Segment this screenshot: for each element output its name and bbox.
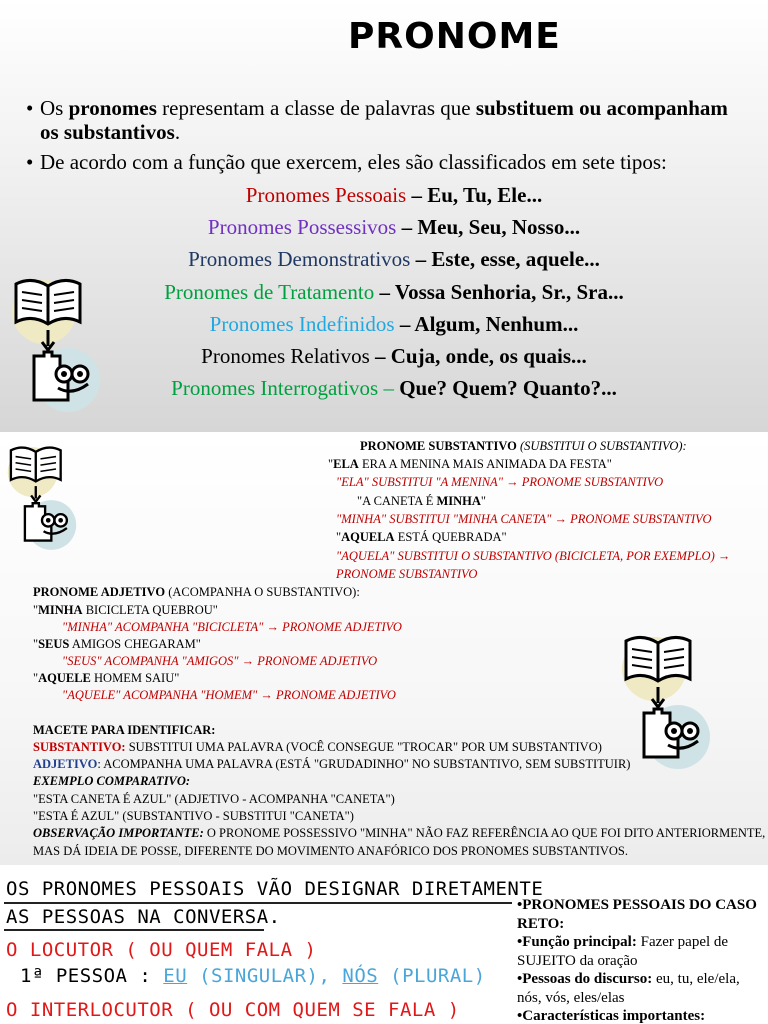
funcao-principal: •Função principal: Fazer papel de SUJEITO da oração — [517, 934, 729, 969]
adjetivo-example-3: "AQUELE HOMEM SAIU" — [33, 671, 180, 685]
exemplo-heading: EXEMPLO COMPARATIVO: — [33, 774, 191, 788]
observacao-line-1: OBSERVAÇÃO IMPORTANTE: O PRONOME POSSESSIVO "MINHA" NÃO FAZ REFERÊNCIA AO QUE FOI DITO ANTERIORMENTE, — [33, 826, 766, 840]
caracteristicas: •Características importantes: — [517, 1008, 706, 1024]
type-row-possessivos: Pronomes Possessivos – Meu, Seu, Nosso... — [207, 215, 581, 240]
adjetivo-note-3: "AQUELE" ACOMPANHA "HOMEM" → PRONOME ADJETIVO — [62, 688, 396, 702]
book-to-person-icon — [618, 629, 714, 773]
slide-title: PRONOME — [348, 16, 561, 57]
exemplo-line-2: "ESTA É AZUL" (SUBSTANTIVO - SUBSTITUI "CANETA") — [33, 809, 354, 823]
caso-reto-heading: •PRONOMES PESSOAIS DO CASO RETO: — [517, 897, 757, 932]
bullet-classification: • De acordo com a função que exercem, eles são classificados em sete tipos: — [26, 150, 667, 174]
caso-reto-summary — [517, 896, 767, 1024]
substantivo-note-1: "ELA" SUBSTITUI "A MENINA" → PRONOME SUBSTANTIVO — [336, 475, 664, 489]
macete-substantivo: SUBSTANTIVO: SUBSTITUI UMA PALAVRA (VOCÊ CONSEGUE "TROCAR" POR UM SUBSTANTIVO) — [33, 740, 602, 754]
slide-pronome-types — [0, 0, 768, 432]
adjetivo-heading: PRONOME ADJETIVO (ACOMPANHA O SUBSTANTIVO): — [33, 585, 360, 599]
book-to-person-icon — [4, 441, 80, 553]
type-row-relativos: Pronomes Relativos – Cuja, onde, os quais... — [201, 343, 587, 368]
bullet-dot: • — [26, 96, 34, 120]
adjetivo-example-2: "SEUS AMIGOS CHEGARAM" — [33, 637, 201, 651]
macete-adjetivo: ADJETIVO: ACOMPANHA UMA PALAVRA (ESTÁ "GRUDADINHO" NO SUBSTANTIVO, SEM SUBSTITUIR) — [33, 757, 631, 771]
substantivo-heading: PRONOME SUBSTANTIVO (SUBSTITUI O SUBSTANTIVO): — [360, 439, 687, 453]
type-row-interrogativos: Pronomes Interrogativos – Que? Quem? Quanto?... — [171, 376, 617, 401]
exemplo-line-1: "ESTA CANETA É AZUL" (ADJETIVO - ACOMPANHA "CANETA") — [33, 792, 395, 806]
substantivo-example-2: "A CANETA É MINHA" — [357, 494, 487, 508]
observacao-line-2: MAS DÁ IDEIA DE POSSE, DIFERENTE DO MOVIMENTO ANAFÓRICO DOS PRONOMES SUBSTANTIVOS. — [33, 844, 629, 858]
substantivo-note-3b: PRONOME SUBSTANTIVO — [336, 567, 478, 581]
pronoun-types-list — [0, 180, 768, 405]
handwritten-line-2: AS PESSOAS NA CONVERSA. — [6, 906, 281, 928]
pessoas-discurso: •Pessoas do discurso: eu, tu, ele/ela, nós, vós, eles/elas — [517, 971, 740, 1006]
underline-1 — [4, 902, 512, 904]
type-row-indefinidos: Pronomes Indefinidos – Algum, Nenhum... — [209, 311, 579, 336]
handwritten-line-1: OS PRONOMES PESSOAIS VÃO DESIGNAR DIRETAMENTE — [6, 878, 544, 900]
handwritten-line-3: O LOCUTOR ( OU QUEM FALA ) — [6, 939, 317, 961]
macete-heading: MACETE PARA IDENTIFICAR: — [33, 723, 216, 737]
book-to-person-icon — [8, 272, 104, 416]
type-row-tratamento: Pronomes de Tratamento – Vossa Senhoria, Sr., Sra... — [164, 279, 624, 304]
type-row-pessoais: Pronomes Pessoais – Eu, Tu, Ele... — [245, 183, 543, 207]
adjetivo-note-2: "SEUS" ACOMPANHA "AMIGOS" → PRONOME ADJETIVO — [62, 654, 378, 668]
slide-substantivo-adjetivo — [0, 433, 768, 865]
underline-2 — [4, 929, 264, 931]
bullet-dot: • — [26, 150, 34, 174]
substantivo-example-3: "AQUELA ESTÁ QUEBRADA" — [336, 530, 507, 544]
substantivo-note-2: "MINHA" SUBSTITUI "MINHA CANETA" → PRONOME SUBSTANTIVO — [336, 512, 712, 526]
substantivo-example-1: "ELA ERA A MENINA MAIS ANIMADA DA FESTA" — [328, 457, 612, 471]
handwritten-line-5: O INTERLOCUTOR ( OU COM QUEM SE FALA ) — [6, 999, 460, 1021]
slide-pronomes-pessoais — [0, 866, 768, 1024]
adjetivo-note-1: "MINHA" ACOMPANHA "BICICLETA" → PRONOME ADJETIVO — [62, 620, 402, 634]
type-row-demonstrativos: Pronomes Demonstrativos – Este, esse, aquele... — [188, 247, 600, 272]
handwritten-line-4: 1ª PESSOA : EU (SINGULAR), NÓS (PLURAL) — [20, 965, 486, 987]
substantivo-note-3: "AQUELA" SUBSTITUI O SUBSTANTIVO (BICICLETA, POR EXEMPLO) → — [336, 549, 731, 563]
bullet-definition: • Os pronomes representam a classe de palavras que substituem ou acompanham os substantivos. — [26, 96, 728, 144]
adjetivo-example-1: "MINHA BICICLETA QUEBROU" — [33, 603, 218, 617]
